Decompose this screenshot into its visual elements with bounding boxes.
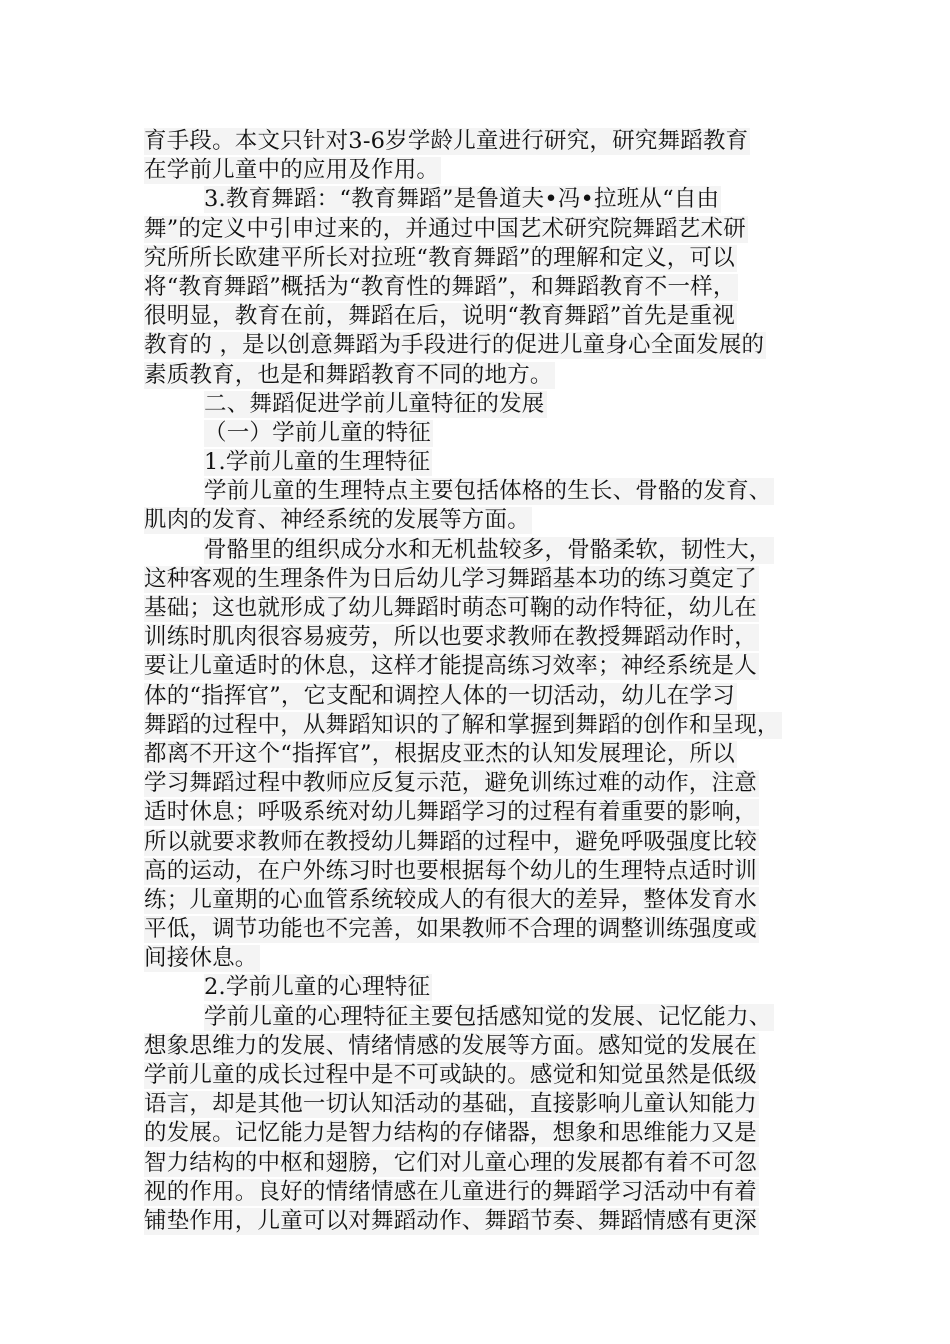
text-line bbox=[144, 477, 824, 506]
text-line-content: 在学前儿童中的应用及作用。 bbox=[144, 157, 440, 184]
text-line bbox=[144, 594, 824, 623]
text-line bbox=[144, 244, 824, 273]
text-line bbox=[144, 302, 824, 331]
text-line bbox=[144, 1003, 824, 1032]
text-line-content: 语言，却是其他一切认知活动的基础，直接影响儿童认知能力 bbox=[144, 1091, 757, 1118]
text-line-content: 高的运动，在户外练习时也要根据每个幼儿的生理特点适时训 bbox=[144, 857, 757, 884]
text-line bbox=[144, 711, 824, 740]
text-line-content: 3.教育舞蹈：“教育舞蹈”是鲁道夫•冯•拉班从“自由 bbox=[204, 186, 720, 213]
text-line-content: 将“教育舞蹈”概括为“教育性的舞蹈”，和舞蹈教育不一样， bbox=[144, 273, 736, 300]
text-line-content: 适时休息；呼吸系统对幼儿舞蹈学习的过程有着重要的影响， bbox=[144, 799, 757, 826]
text-line bbox=[144, 419, 824, 448]
text-line bbox=[144, 565, 824, 594]
text-line-content: 很明显，教育在前，舞蹈在后，说明“教育舞蹈”首先是重视 bbox=[144, 303, 735, 330]
document-body bbox=[144, 127, 824, 1236]
text-line bbox=[144, 769, 824, 798]
text-line-content: 练；儿童期的心血管系统较成人的有很大的差异，整体发育水 bbox=[144, 886, 757, 913]
text-line-content: 学前儿童的生理特点主要包括体格的生长、骨骼的发育、 bbox=[204, 478, 772, 505]
text-line-content: 的发展。记忆能力是智力结构的存储器，想象和思维能力又是 bbox=[144, 1120, 757, 1147]
text-line bbox=[144, 448, 824, 477]
text-line bbox=[144, 886, 824, 915]
text-line bbox=[144, 156, 824, 185]
text-line-content: 基础；这也就形成了幼儿舞蹈时萌态可鞠的动作特征，幼儿在 bbox=[144, 595, 757, 621]
text-line bbox=[144, 127, 824, 156]
text-line bbox=[144, 536, 824, 565]
text-line-content: 舞蹈的过程中，从舞蹈知识的了解和掌握到舞蹈的创作和呈现， bbox=[144, 711, 780, 738]
text-line bbox=[144, 1032, 824, 1061]
text-line bbox=[144, 740, 824, 769]
text-line-content: 究所所长欧建平所长对拉班“教育舞蹈”的理解和定义，可以 bbox=[144, 244, 735, 271]
text-line-content: 训练时肌肉很容易疲劳，所以也要求教师在教授舞蹈动作时， bbox=[144, 624, 757, 651]
text-line bbox=[144, 390, 824, 419]
text-line-content: 1.学前儿童的生理特征 bbox=[204, 449, 431, 476]
text-line-content: 学前儿童的心理特征主要包括感知觉的发展、记忆能力、 bbox=[204, 1003, 772, 1030]
text-line bbox=[144, 185, 824, 214]
text-line-content: 育手段。本文只针对3-6岁学龄儿童进行研究，研究舞蹈教育 bbox=[144, 128, 749, 154]
text-line-content: 肌肉的发育、神经系统的发展等方面。 bbox=[144, 507, 530, 534]
text-line bbox=[144, 215, 824, 244]
text-line bbox=[144, 857, 824, 886]
text-line-content: 所以就要求教师在教授幼儿舞蹈的过程中，避免呼吸强度比较 bbox=[144, 828, 757, 855]
text-line bbox=[144, 1178, 824, 1207]
text-line bbox=[144, 828, 824, 857]
text-line bbox=[144, 944, 824, 973]
text-line bbox=[144, 1119, 824, 1148]
text-line-content: 平低，调节功能也不完善，如果教师不合理的调整训练强度或 bbox=[144, 916, 757, 943]
text-line-content: 教育的 ，是以创意舞蹈为手段进行的促进儿童身心全面发展的 bbox=[144, 332, 765, 359]
text-line-content: 间接休息。 bbox=[144, 945, 258, 972]
text-line bbox=[144, 623, 824, 652]
text-line-content: 视的作用。良好的情绪情感在儿童进行的舞蹈学习活动中有着 bbox=[144, 1178, 757, 1205]
text-line-content: 体的“指挥官”，它支配和调控人体的一切活动，幼儿在学习 bbox=[144, 682, 735, 709]
text-line-content: 学习舞蹈过程中教师应反复示范，避免训练过难的动作，注意 bbox=[144, 770, 757, 797]
text-line-content: 舞”的定义中引申过来的，并通过中国艺术研究院舞蹈艺术研 bbox=[144, 215, 746, 242]
text-line-content: 这种客观的生理条件为日后幼儿学习舞蹈基本功的练习奠定了 bbox=[144, 565, 757, 592]
text-line bbox=[144, 1090, 824, 1119]
text-line-content: 要让儿童适时的休息，这样才能提高练习效率；神经系统是人 bbox=[144, 653, 757, 680]
text-line-content: 学前儿童的成长过程中是不可或缺的。感觉和知觉虽然是低级 bbox=[144, 1062, 757, 1088]
text-line bbox=[144, 1207, 824, 1236]
text-line-content: 骨骼里的组织成分水和无机盐较多，骨骼柔软，韧性大， bbox=[204, 536, 772, 563]
text-line bbox=[144, 331, 824, 360]
text-line-content: 都离不开这个“指挥官”，根据皮亚杰的认知发展理论，所以 bbox=[144, 740, 735, 767]
text-line-content: 二、舞蹈促进学前儿童特征的发展 bbox=[204, 390, 545, 417]
text-line bbox=[144, 361, 824, 390]
text-line bbox=[144, 798, 824, 827]
text-line-content: 想象思维力的发展、情绪情感的发展等方面。感知觉的发展在 bbox=[144, 1032, 757, 1059]
text-line-content: 智力结构的中枢和翅膀，它们对儿童心理的发展都有着不可忽 bbox=[144, 1149, 757, 1176]
text-line-content: 素质教育，也是和舞蹈教育不同的地方。 bbox=[144, 361, 553, 388]
text-line bbox=[144, 973, 824, 1002]
text-line bbox=[144, 506, 824, 535]
text-line bbox=[144, 1149, 824, 1178]
text-line bbox=[144, 652, 824, 681]
text-line bbox=[144, 682, 824, 711]
text-line-content: （一）学前儿童的特征 bbox=[204, 419, 432, 446]
text-line bbox=[144, 915, 824, 944]
text-line bbox=[144, 273, 824, 302]
text-line-content: 铺垫作用，儿童可以对舞蹈动作、舞蹈节奏、舞蹈情感有更深 bbox=[144, 1207, 757, 1234]
text-line-content: 2.学前儿童的心理特征 bbox=[204, 974, 431, 1001]
text-line bbox=[144, 1061, 824, 1090]
